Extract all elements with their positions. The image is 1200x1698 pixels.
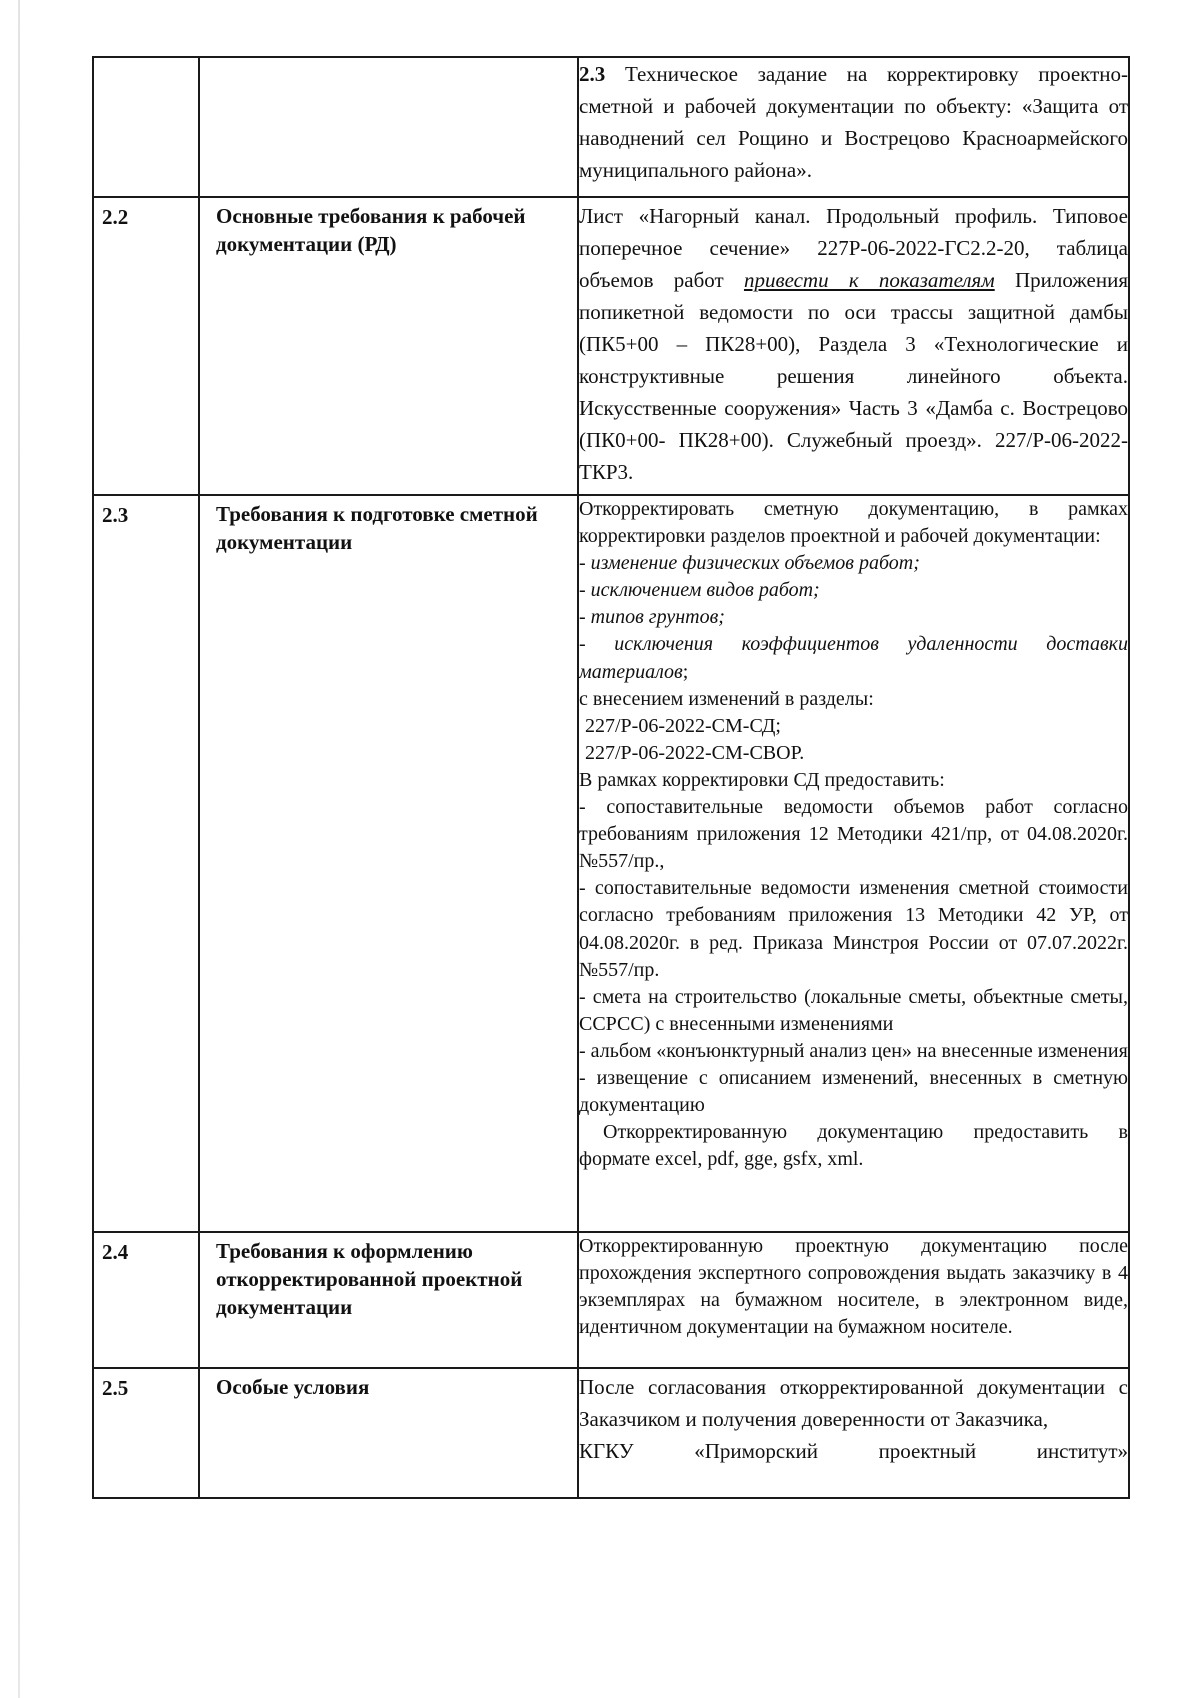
list-item: - изменение физических объемов работ; — [579, 552, 920, 575]
row-title: Основные требования к рабочей документации (РД) — [216, 204, 526, 256]
table-row-2-4 — [93, 1232, 1129, 1368]
row-title: Требования к оформлению откорректированной проектной документации — [216, 1239, 523, 1319]
row-content-cell — [578, 1232, 1129, 1368]
list-item: - извещение с описанием изменений, внесенных в сметную документацию — [579, 1066, 1128, 1117]
content-paragraph: Откорректированную проектную документацию после прохождения экспертного сопровождения выдать заказчику в 4 экземплярах на бумажном носителе, в электронном виде, идентичном документации на бумажном носителе. — [579, 1235, 1128, 1339]
list-item: - альбом «конъюнктурный анализ цен» на внесенные изменения — [579, 1039, 1128, 1062]
row-number-cell: 2.2 — [93, 197, 199, 495]
row-title-cell — [199, 495, 578, 1232]
content-paragraph: Откорректированную документацию предоставить в формате excel, pdf, gge, gsfx, xml. — [579, 1121, 1128, 1171]
row-content-cell — [578, 1368, 1129, 1498]
row-number-cell: 2.4 — [93, 1232, 199, 1368]
table-row-2-5 — [93, 1368, 1129, 1498]
row-title: Особые условия — [216, 1375, 370, 1399]
content-paragraph: Откорректировать сметную документацию, в рамках корректировки разделов проектной и рабочей документации: — [579, 498, 1128, 548]
content-paragraph: 2.3 Техническое задание на корректировку проектно-сметной и рабочей документации по объекту: «Защита от наводнений сел Рощино и Вострецово Красноармейского муниципального района». — [579, 62, 1128, 182]
requirements-table — [92, 56, 1130, 1499]
row-number-cell: 2.5 — [93, 1368, 199, 1498]
list-item: - сопоставительные ведомости изменения сметной стоимости согласно требованиям приложения 13 Методики 42 УР, от 04.08.2020г. в ред. Приказа Минстроя России от 07.07.2022г. №557/пр. — [579, 877, 1128, 981]
section-code: 227/Р-06-2022-СМ-СД; — [585, 714, 781, 737]
content-paragraph: с внесением изменений в разделы: — [579, 687, 874, 710]
row-title: Требования к подготовке сметной документации — [216, 502, 538, 554]
row-content-cell — [578, 197, 1129, 495]
row-title-cell — [199, 197, 578, 495]
scan-edge-line — [18, 0, 20, 1698]
row-title-cell — [199, 1368, 578, 1498]
row-number-cell: 2.3 — [93, 495, 199, 1232]
list-item: - исключения коэффициентов удаленности доставки материалов; — [579, 633, 1128, 683]
table-row-2-2 — [93, 197, 1129, 495]
list-item: - исключением видов работ; — [579, 579, 820, 602]
list-item: - сопоставительные ведомости объемов работ согласно требованиям приложения 12 Методики 421/пр, от 04.08.2020г. №557/пр., — [579, 796, 1128, 873]
row-number-cell — [93, 57, 199, 197]
content-paragraph: КГКУ «Приморский проектный институт» — [579, 1439, 1128, 1463]
row-title-cell — [199, 57, 578, 197]
row-title-cell — [199, 1232, 578, 1368]
list-item: - типов грунтов; — [579, 606, 725, 629]
row-content-cell — [578, 495, 1129, 1232]
underlined-phrase: привести к показателям — [743, 268, 995, 292]
content-paragraph: В рамках корректировки СД предоставить: — [579, 768, 945, 791]
row-content-cell — [578, 57, 1129, 197]
section-number: 2.3 — [579, 62, 606, 86]
table-row-continuation — [93, 57, 1129, 197]
section-code: 227/Р-06-2022-СМ-СВОР. — [585, 741, 805, 764]
table-row-2-3 — [93, 495, 1129, 1232]
list-item: - смета на строительство (локальные сметы, объектные сметы, ССРСС) с внесенными изменениями — [579, 985, 1128, 1035]
content-paragraph: Лист «Нагорный канал. Продольный профиль. Типовое поперечное сечение» 227Р-06-2022-ГС2.2-20, таблица объемов работ привести к показателям Приложения попикетной ведомости по оси трассы защитной дамбы (ПК5+00 – ПК28+00), Раздела 3 «Технологические и конструктивные решения линейного объекта. Искусственные сооружения» Часть 3 «Дамба с. Вострецово (ПК0+00- ПК28+00). Служебный проезд». 227/Р-06-2022-ТКР3. — [579, 204, 1128, 484]
content-paragraph: После согласования откорректированной документации с Заказчиком и получения доверенности от Заказчика, — [579, 1375, 1128, 1431]
